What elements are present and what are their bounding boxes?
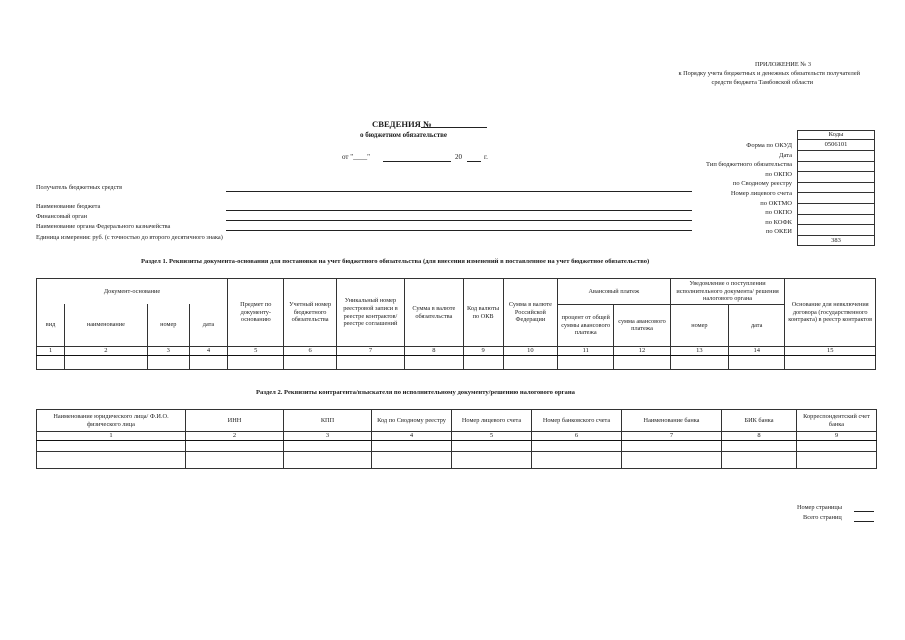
table-cell[interactable] — [532, 440, 622, 451]
h-notice-num: номер — [670, 304, 728, 347]
section1-table — [36, 278, 876, 370]
total-pages-line[interactable] — [854, 521, 874, 522]
col-number: 9 — [463, 347, 503, 356]
table-cell[interactable] — [797, 440, 877, 451]
col-number: 3 — [147, 347, 189, 356]
table-cell[interactable] — [186, 451, 284, 468]
table-cell[interactable] — [532, 451, 622, 468]
col-number: 13 — [670, 347, 728, 356]
codes-table — [797, 130, 875, 246]
date-year: 20 — [455, 153, 462, 161]
code-label: Номер лицевого счета — [730, 189, 792, 197]
h-sum-rub: Сумма в валюте Российской Федерации — [503, 279, 557, 347]
h2-bank-name: Наименование банка — [622, 410, 722, 432]
col-number: 14 — [729, 347, 785, 356]
date-from: от "____" — [342, 153, 370, 161]
code-label: Форма по ОКУД — [746, 142, 792, 149]
field-unit-label: Единица измерения: руб. (с точностью до второго десятичного знака) — [36, 234, 223, 241]
table-cell[interactable] — [284, 451, 372, 468]
section2-table — [36, 409, 877, 469]
h-okv: Код валюты по ОКВ — [463, 279, 503, 347]
col-number: 2 — [65, 347, 147, 356]
total-pages-label: Всего страниц — [803, 514, 842, 521]
col-number: 4 — [372, 432, 452, 441]
date-year-line — [467, 161, 481, 162]
h-account-num: Учетный номер бюджетного обязательства — [284, 279, 336, 347]
h2-bik: БИК банка — [722, 410, 797, 432]
col-number: 15 — [785, 347, 876, 356]
col-number: 11 — [558, 347, 614, 356]
col-number: 9 — [797, 432, 877, 441]
appendix-line2: к Порядку учета бюджетных и денежных обязательств получателей — [678, 70, 860, 77]
h2-bank-account: Номер банковского счета — [532, 410, 622, 432]
table-cell[interactable] — [463, 355, 503, 369]
h-advance: Авансовый платеж — [558, 279, 671, 305]
col-number: 1 — [37, 347, 65, 356]
appendix-line1: ПРИЛОЖЕНИЕ № 3 — [755, 61, 811, 68]
codes-header: Коды — [798, 131, 875, 140]
h2-kpp: КПП — [284, 410, 372, 432]
h-name: наименование — [65, 304, 147, 347]
h-advance-pct: процент от общей суммы авансового платежа — [558, 304, 614, 347]
h-basis: Основание для невключения договора (государственного контракта) в реестр контрактов — [785, 279, 876, 347]
col-number: 6 — [532, 432, 622, 441]
col-number: 5 — [228, 347, 284, 356]
col-number: 3 — [284, 432, 372, 441]
table-cell[interactable] — [622, 440, 722, 451]
code-value[interactable] — [798, 182, 875, 193]
table-cell[interactable] — [722, 440, 797, 451]
table-cell[interactable] — [797, 451, 877, 468]
col-number: 5 — [452, 432, 532, 441]
code-value[interactable] — [798, 161, 875, 172]
col-number: 2 — [186, 432, 284, 441]
field-recipient-line[interactable] — [226, 191, 692, 192]
code-label: Дата — [779, 151, 792, 159]
code-value[interactable] — [798, 203, 875, 214]
code-value[interactable] — [798, 172, 875, 183]
table-cell[interactable] — [405, 355, 463, 369]
code-label: по ОКЕИ — [765, 228, 792, 236]
code-label: по Сводному реестру — [732, 180, 792, 188]
table-cell[interactable] — [37, 451, 186, 468]
col-number: 6 — [284, 347, 336, 356]
field-finance-label: Финансовый орган — [36, 213, 88, 220]
field-budget-label: Наименование бюджета — [36, 203, 101, 210]
date-suffix: г. — [484, 153, 488, 161]
table-cell[interactable] — [785, 355, 876, 369]
code-label: по ОКПО — [765, 170, 792, 178]
table-cell[interactable] — [37, 355, 65, 369]
h2-account: Номер лицевого счета — [452, 410, 532, 432]
code-label: Тип бюджетного обязательства — [706, 161, 792, 169]
code-value[interactable] — [798, 150, 875, 161]
table-cell[interactable] — [452, 440, 532, 451]
appendix-line3: средств бюджета Тамбовской области — [711, 79, 813, 86]
table-cell[interactable] — [284, 355, 336, 369]
table-cell[interactable] — [558, 355, 614, 369]
table-cell[interactable] — [147, 355, 189, 369]
table-cell[interactable] — [670, 355, 728, 369]
col-number: 12 — [614, 347, 670, 356]
table-cell[interactable] — [37, 440, 186, 451]
code-value[interactable] — [798, 193, 875, 204]
code-label: по КОФК — [765, 218, 792, 226]
h-doc: Документ-основание — [37, 279, 228, 305]
h2-corr: Корреспондентский счет банка — [797, 410, 877, 432]
h2-inn: ИНН — [186, 410, 284, 432]
code-value[interactable] — [798, 214, 875, 225]
table-cell[interactable] — [65, 355, 147, 369]
doc-number-line — [421, 127, 487, 128]
table-cell[interactable] — [722, 451, 797, 468]
h-sum-cur: Сумма в валюте обязательства — [405, 279, 463, 347]
code-value[interactable]: 0506101 — [798, 140, 875, 151]
table-cell[interactable] — [729, 355, 785, 369]
col-number: 7 — [336, 347, 404, 356]
h-subject: Предмет по документу-основанию — [228, 279, 284, 347]
table-cell[interactable] — [614, 355, 670, 369]
h-notice-date: дата — [729, 304, 785, 347]
section1-title: Раздел 1. Реквизиты документа-основания для постановки на учет бюджетного обязательства (для внесения изменений в поставленное на учет бюджетное обязательство) — [141, 258, 650, 265]
table-cell[interactable] — [228, 355, 284, 369]
table-cell[interactable] — [622, 451, 722, 468]
field-treasury-line[interactable] — [226, 230, 692, 231]
table-cell[interactable] — [186, 440, 284, 451]
h-number: номер — [147, 304, 189, 347]
field-finance-line[interactable] — [226, 220, 692, 221]
h2-svod-code: Код по Сводному реестру — [372, 410, 452, 432]
table-cell[interactable] — [503, 355, 557, 369]
col-number: 7 — [622, 432, 722, 441]
table-cell[interactable] — [372, 451, 452, 468]
h2-name: Наименование юридического лица/ Ф.И.О. физического лица — [37, 410, 186, 432]
code-value[interactable]: 383 — [798, 235, 875, 246]
section2-title: Раздел 2. Реквизиты контрагента/взыскателя по исполнительному документу/решению налогового органа — [256, 389, 575, 396]
code-label: по ОКПО — [765, 209, 792, 217]
page-number-label: Номер страницы — [797, 504, 842, 511]
h-advance-sum: сумма авансового платежа — [614, 304, 670, 347]
col-number: 10 — [503, 347, 557, 356]
code-labels — [560, 141, 792, 237]
table-cell[interactable] — [336, 355, 404, 369]
col-number: 8 — [405, 347, 463, 356]
table-cell[interactable] — [284, 440, 372, 451]
field-treasury-label: Наименование органа Федерального казначейства — [36, 223, 171, 230]
doc-title: СВЕДЕНИЯ № — [372, 119, 432, 129]
col-number: 1 — [37, 432, 186, 441]
table-cell[interactable] — [189, 355, 227, 369]
h-date: дата — [189, 304, 227, 347]
h-type: вид — [37, 304, 65, 347]
h-notice: Уведомление о поступлении исполнительного документа/ решения налогового органа — [670, 279, 785, 305]
page-number-line[interactable] — [854, 511, 874, 512]
col-number: 4 — [189, 347, 227, 356]
col-number: 8 — [722, 432, 797, 441]
table-cell[interactable] — [452, 451, 532, 468]
table-cell[interactable] — [372, 440, 452, 451]
code-value[interactable] — [798, 225, 875, 236]
field-budget-line[interactable] — [226, 210, 692, 211]
h-unique: Уникальный номер реестровой записи в реестре контрактов/ реестре соглашений — [336, 279, 404, 347]
date-month-line — [383, 161, 451, 162]
code-label: по ОКТМО — [760, 199, 792, 207]
doc-subtitle: о бюджетном обязательстве — [360, 131, 448, 139]
field-recipient-label: Получатель бюджетных средств — [36, 184, 123, 191]
